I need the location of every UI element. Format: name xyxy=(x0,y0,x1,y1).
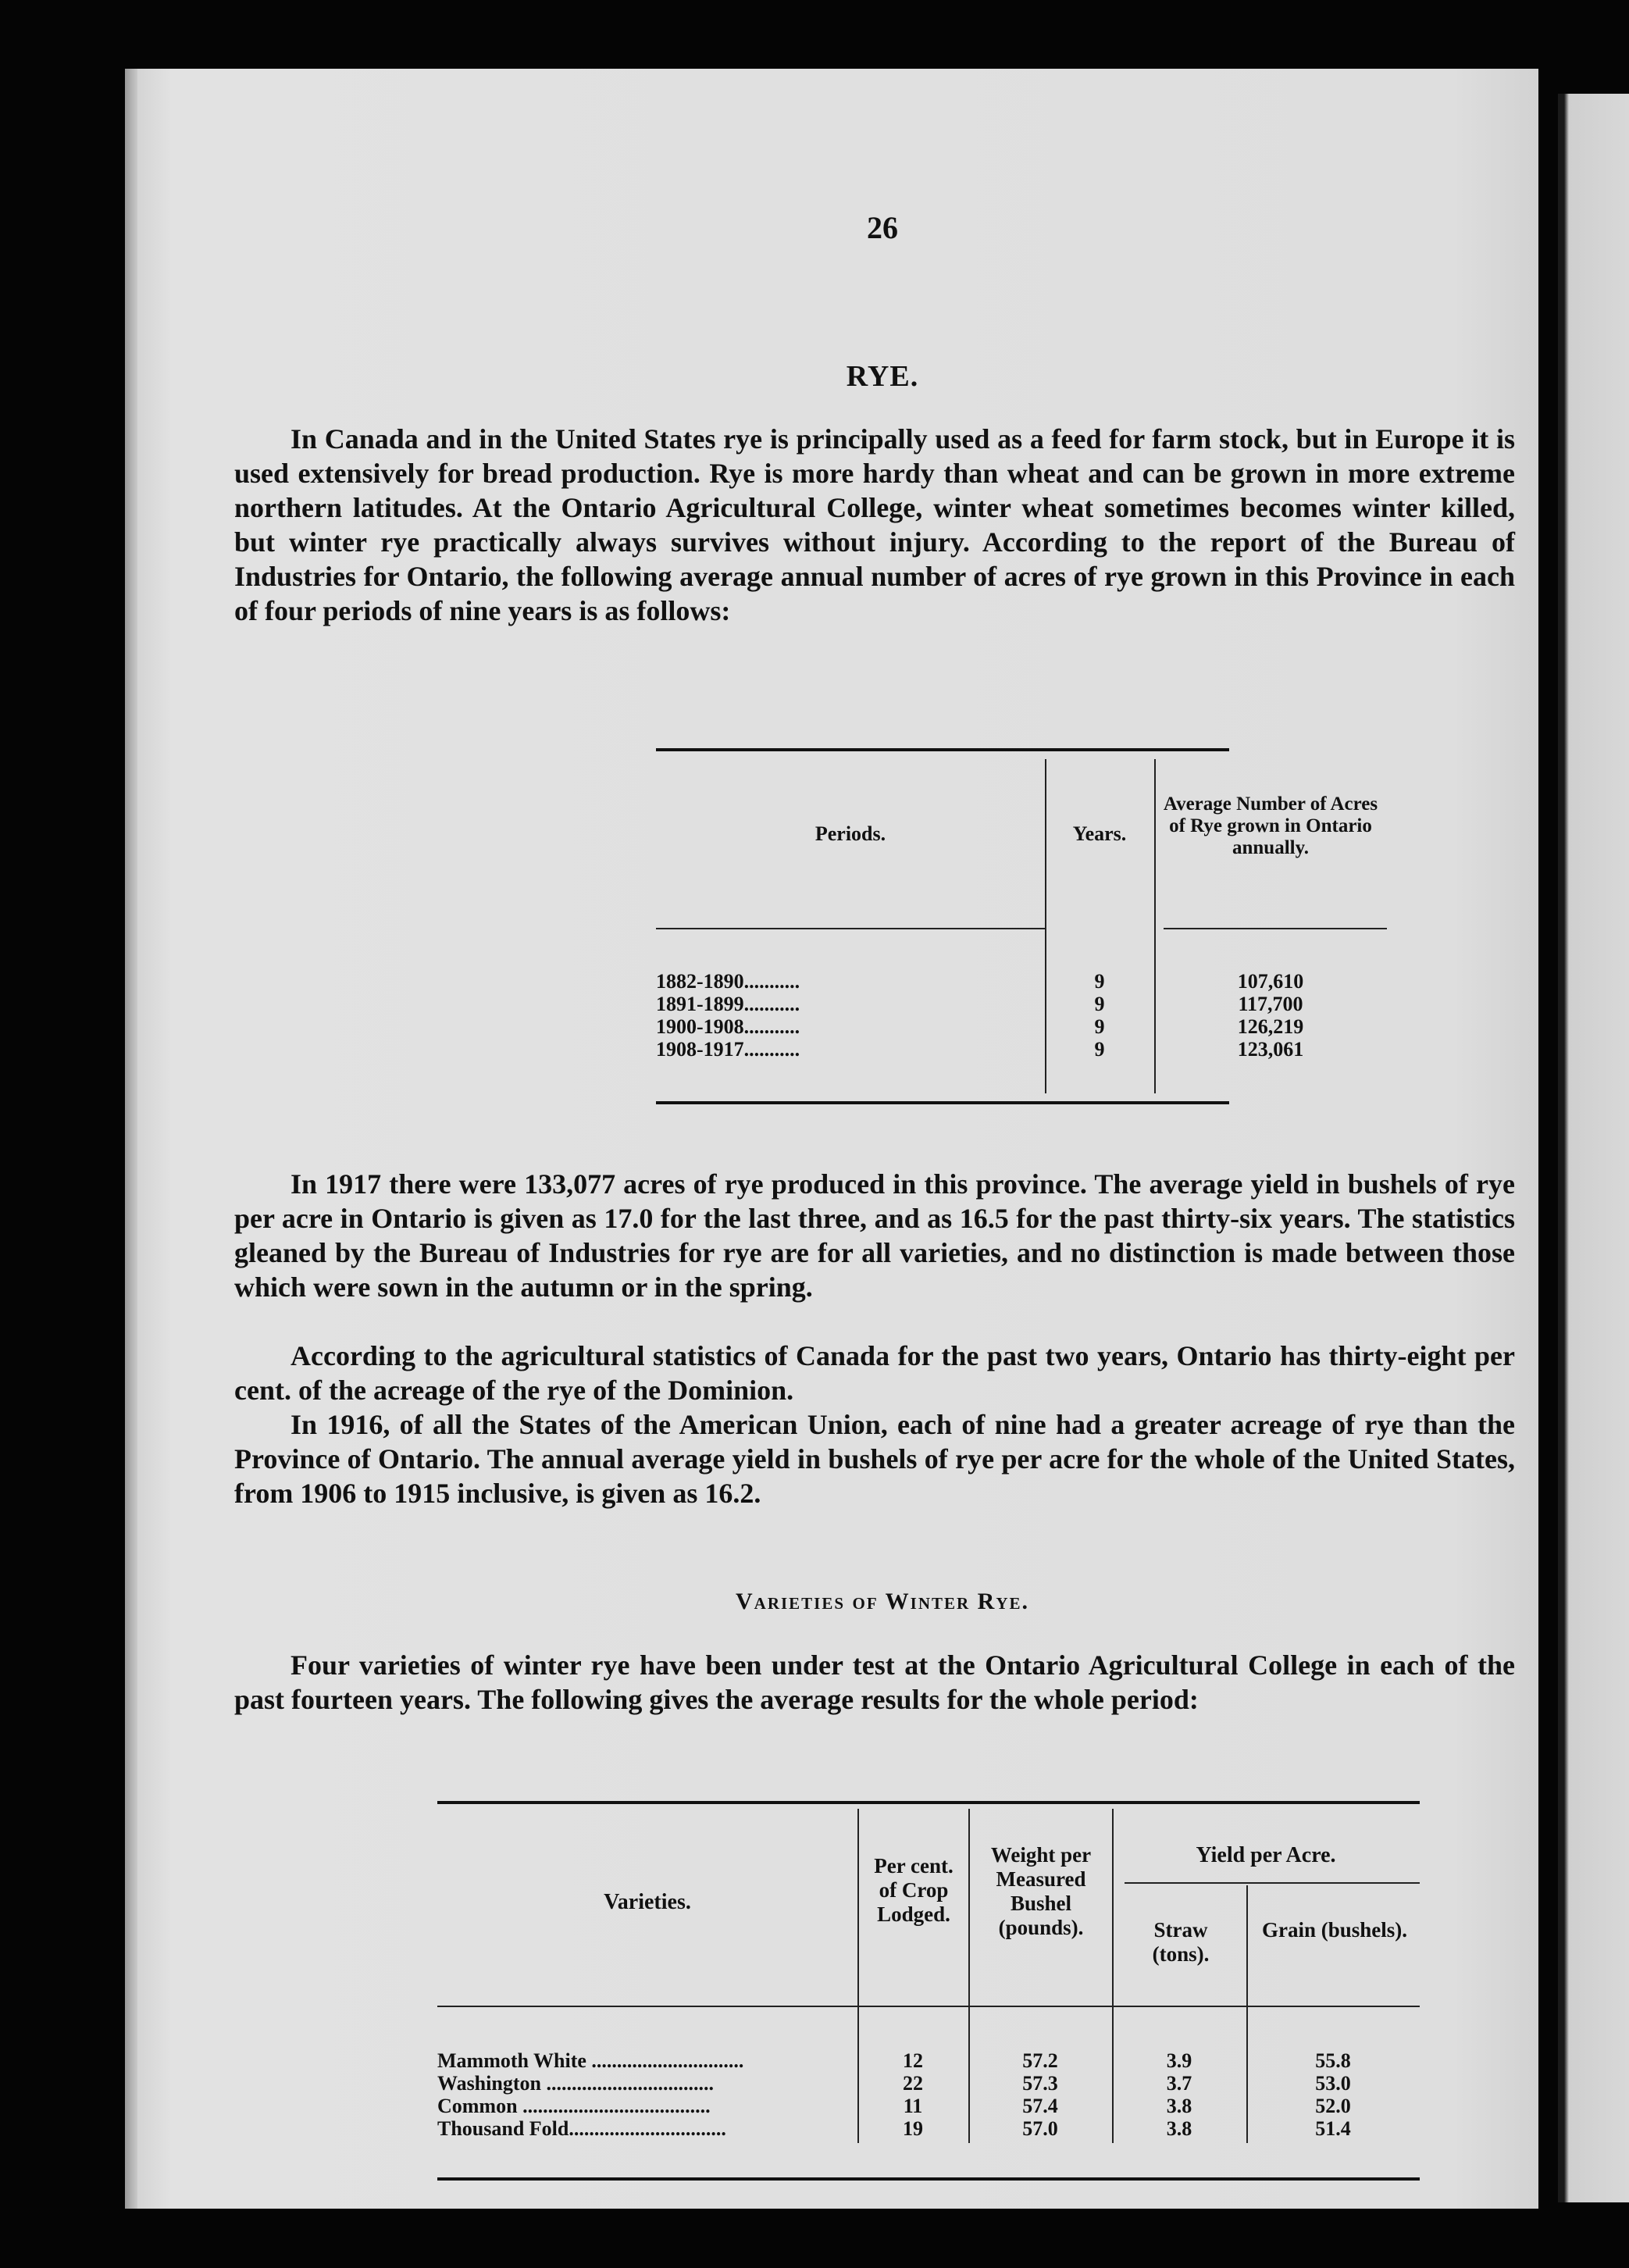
table-cell-acres: 107,610 xyxy=(1237,970,1304,993)
table-cell-grain: 51.4 xyxy=(1315,2117,1351,2140)
table-cell-grain: 53.0 xyxy=(1315,2072,1351,2095)
header-weight: Weight per Measured Bushel (pounds). xyxy=(990,1843,1092,1939)
table-cell-weight: 57.2 xyxy=(1022,2049,1058,2072)
column-divider xyxy=(1154,759,1156,1093)
document-page xyxy=(125,69,1538,2209)
table-row-period: 1908-1917........... xyxy=(656,1038,800,1061)
table-row-period: 1882-1890........... xyxy=(656,970,800,993)
table-top-rule xyxy=(656,748,1229,751)
subsection-heading: Varieties of Winter Rye. xyxy=(735,1589,1029,1614)
paragraph-american-union: In 1916, of all the States of the American Union, each of nine had a greater acreage of rye than the Province of Ontario. The annual average yield in bushels of rye per acre for the whole of the United States, from 1906 to 1915 inclusive, is given as 16.2. xyxy=(234,1409,1515,1509)
table-cell-weight: 57.0 xyxy=(1022,2117,1058,2140)
table-row-period: 1900-1908........... xyxy=(656,1015,800,1038)
header-underline xyxy=(1164,928,1387,929)
table-cell-acres: 126,219 xyxy=(1237,1015,1304,1038)
header-underline xyxy=(656,928,1045,929)
table-row-period: 1891-1899........... xyxy=(656,993,800,1015)
paragraph-intro: In Canada and in the United States rye is principally used as a feed for farm stock, but in Europe it is used extensively for bread production. Rye is more hardy than wheat and can be grown in more extreme northern latitudes. At the Ontario Agricultural College, winter wheat sometimes becomes winter killed, but winter rye practically always survives without injury. According to the report of the Bureau of Industries for Ontario, the following average annual number of acres of rye grown in this Province in each of four periods of nine years is as follows: xyxy=(234,423,1515,626)
header-lodged: Per cent. of Crop Lodged. xyxy=(874,1854,954,1926)
table-row-variety: Thousand Fold............................... xyxy=(437,2117,726,2140)
table-cell-weight: 57.3 xyxy=(1022,2072,1058,2095)
table-cell-years: 9 xyxy=(1094,1015,1105,1038)
table-cell-lodged: 19 xyxy=(903,2117,923,2140)
table-row-variety: Washington ................................. xyxy=(437,2072,714,2095)
table-top-rule xyxy=(437,1801,1420,1804)
page-number: 26 xyxy=(867,210,898,245)
paragraph-statistics: According to the agricultural statistics of Canada for the past two years, Ontario has thirty-eight per cent. of the acreage of the rye of the Dominion. xyxy=(234,1340,1515,1406)
table-cell-years: 9 xyxy=(1094,993,1105,1015)
paragraph-varieties: Four varieties of winter rye have been under test at the Ontario Agricultural College in each of the past fourteen years. The following gives the average results for the whole period: xyxy=(234,1649,1515,1715)
table-cell-years: 9 xyxy=(1094,1038,1105,1061)
header-straw: Straw (tons). xyxy=(1152,1918,1210,1966)
header-underline xyxy=(1125,1882,1420,1884)
table-cell-lodged: 12 xyxy=(903,2049,923,2072)
table-row-variety: Common ..................................... xyxy=(437,2095,711,2117)
table-cell-straw: 3.7 xyxy=(1166,2072,1192,2095)
paragraph-yield: In 1917 there were 133,077 acres of rye produced in this province. The average yield in bushels of rye per acre in Ontario is given as 17.0 for the last three, and as 16.5 for the past thirty-six years. The statistics gleaned by the Bureau of Industries for rye are for all varieties, and no distinction is made between those which were sown in the autumn or in the spring. xyxy=(234,1168,1515,1303)
table-cell-years: 9 xyxy=(1094,970,1105,993)
table-cell-weight: 57.4 xyxy=(1022,2095,1058,2117)
header-years: Years. xyxy=(1072,822,1127,845)
table-cell-acres: 117,700 xyxy=(1238,993,1303,1015)
header-grain: Grain (bushels). xyxy=(1261,1918,1408,1942)
header-bottom-rule xyxy=(437,2006,1420,2007)
table-cell-grain: 52.0 xyxy=(1315,2095,1351,2117)
header-periods: Periods. xyxy=(814,822,886,845)
adjacent-page-edge xyxy=(1558,94,1629,2202)
header-yield-per-acre: Yield per Acre. xyxy=(1196,1843,1336,1867)
page-binding-edge xyxy=(125,69,137,2209)
table-cell-grain: 55.8 xyxy=(1315,2049,1351,2072)
section-heading: RYE. xyxy=(846,360,919,393)
table-cell-straw: 3.8 xyxy=(1166,2095,1192,2117)
table-bottom-rule xyxy=(656,1101,1229,1104)
table-cell-straw: 3.8 xyxy=(1166,2117,1192,2140)
table-bottom-rule xyxy=(437,2177,1420,2181)
header-varieties: Varieties. xyxy=(604,1890,691,1914)
header-acres: Average Number of Acres of Rye grown in Ontario annually. xyxy=(1163,793,1378,858)
table-cell-straw: 3.9 xyxy=(1166,2049,1192,2072)
table-row-variety: Mammoth White .............................. xyxy=(437,2049,744,2072)
table-cell-lodged: 11 xyxy=(903,2095,923,2117)
table-cell-acres: 123,061 xyxy=(1237,1038,1304,1061)
table-cell-lodged: 22 xyxy=(903,2072,923,2095)
